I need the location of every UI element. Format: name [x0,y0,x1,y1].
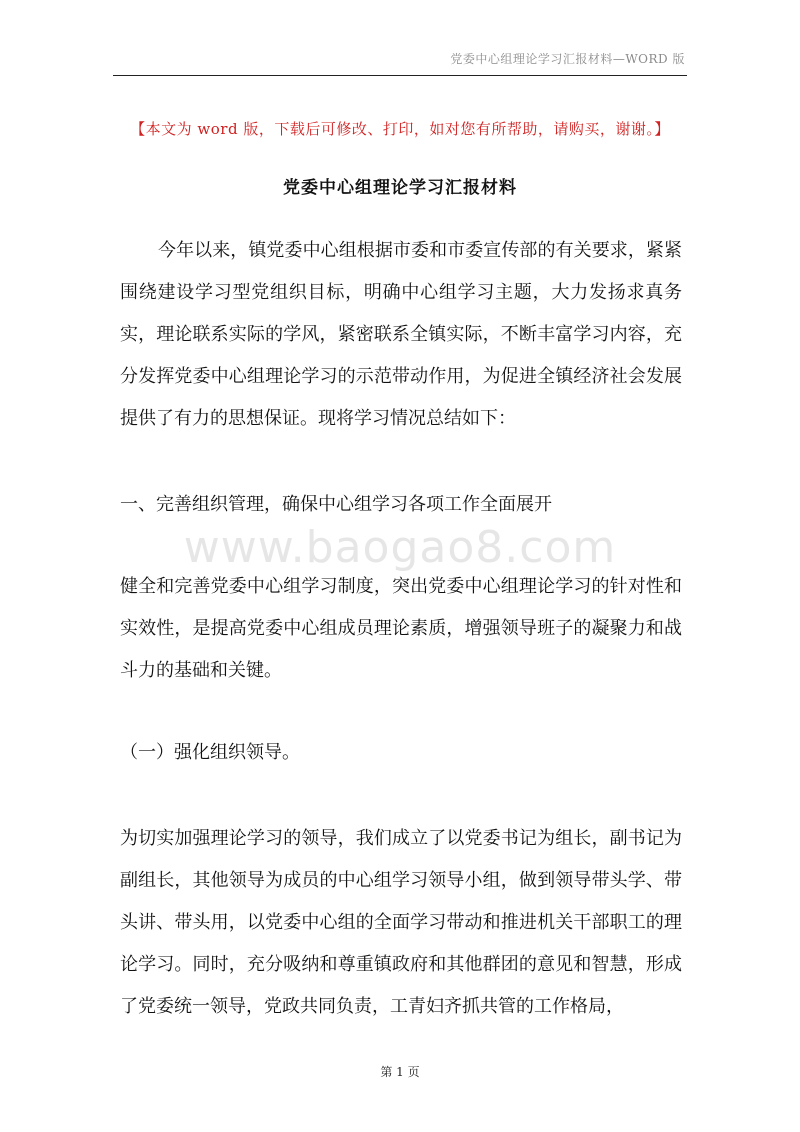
header-divider [113,75,687,76]
subsection-heading: （一）强化组织领导。 [120,742,300,763]
page-number: 第 1 页 [380,1065,420,1079]
subsection-paragraph: 为切实加强理论学习的领导，我们成立了以党委书记为组长，副书记为副组长，其他领导为成员的中心组学习领导小组，做到领导带头学、带头讲、带头用，以党委中心组的全面学习带动和推进机关干部职工的理论学习。同时，充分吸纳和尊重镇政府和其他群团的意见和智慧，形成了党委统一领导，党政共同负责，工青妇齐抓共管的工作格局， [120,828,682,1017]
section-heading: 一、完善组织管理，确保中心组学习各项工作全面展开 [120,494,552,515]
running-header: 党委中心组理论学习汇报材料—WORD 版 [450,52,685,66]
intro-paragraph: 今年以来，镇党委中心组根据市委和市委宣传部的有关要求，紧紧围绕建设学习型党组织目标，明确中心组学习主题，大力发扬求真务实，理论联系实际的学风，紧密联系全镇实际，不断丰富学习内容，充分发挥党委中心组理论学习的示范带动作用，为促进全镇经济社会发展提供了有力的思想保证。现将学习情况总结如下： [120,240,682,429]
download-notice: 【本文为 word 版，下载后可修改、打印，如对您有所帮助，请购买，谢谢。】 [130,120,670,138]
section-paragraph: 健全和完善党委中心组学习制度，突出党委中心组理论学习的针对性和实效性，是提高党委中心组成员理论素质，增强领导班子的凝聚力和战斗力的基础和关键。 [120,576,682,681]
document-title: 党委中心组理论学习汇报材料 [283,178,517,198]
watermark: www.baogao8.com [183,522,617,573]
